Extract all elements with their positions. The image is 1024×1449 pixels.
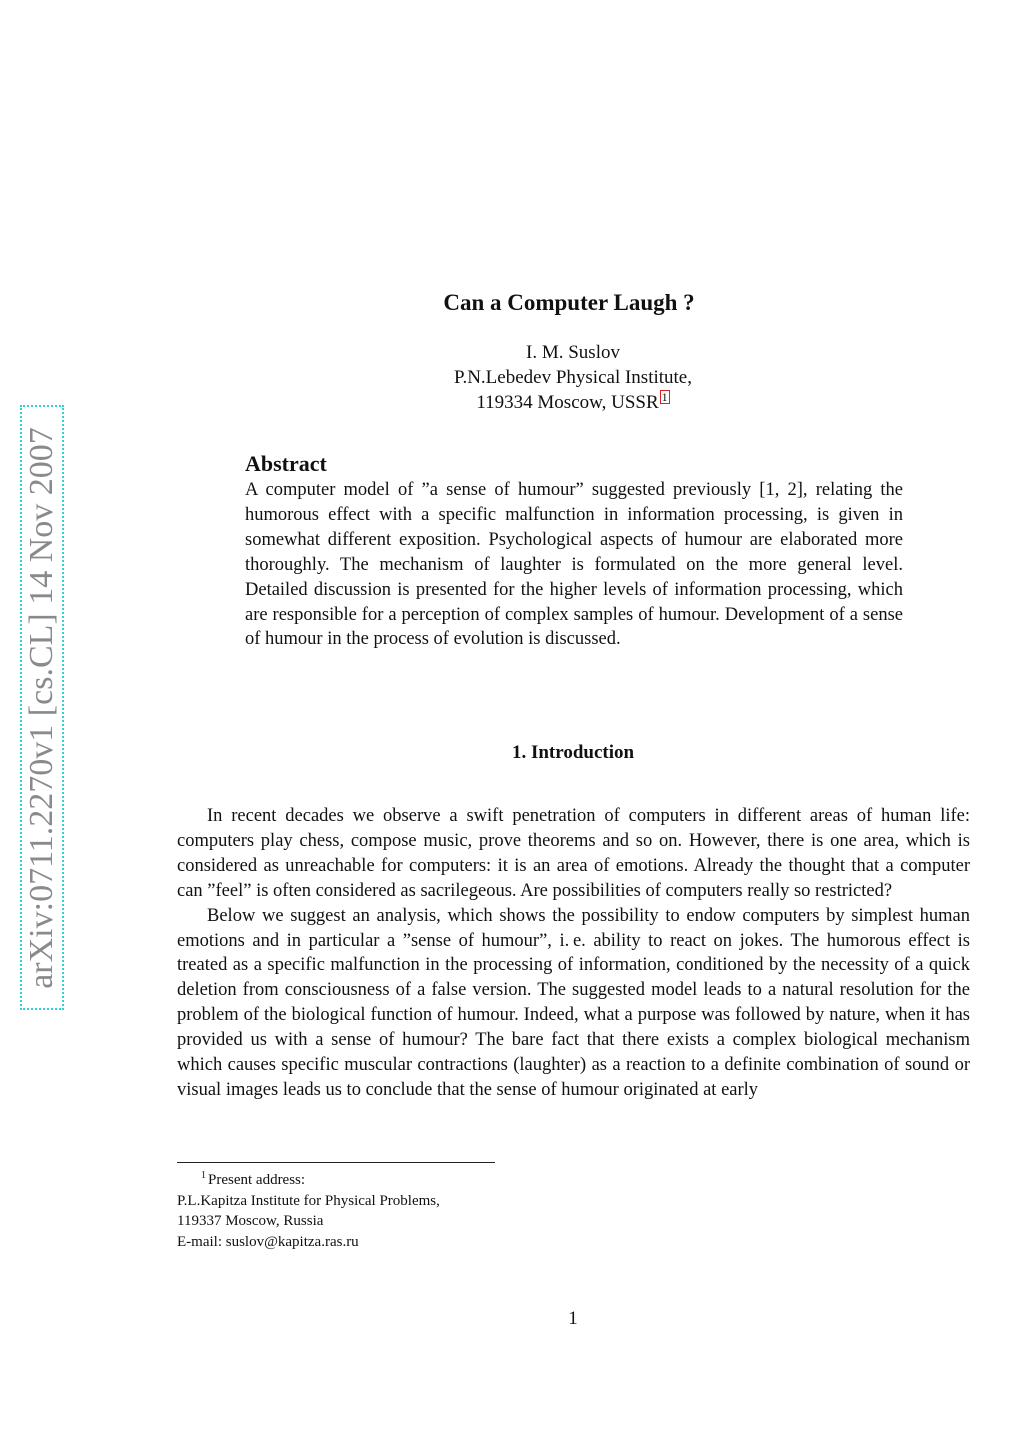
- footnote-line: 119337 Moscow, Russia: [177, 1213, 324, 1230]
- author-address-line: [0, 390, 1024, 415]
- footnote-mark: 1: [201, 1170, 206, 1181]
- author-block: [0, 340, 1024, 415]
- arxiv-stamp[interactable]: [20, 405, 64, 1010]
- arxiv-identifier: arXiv:0711.2270v1 [cs.CL] 14 Nov 2007: [23, 426, 60, 989]
- author-institute: P.N.Lebedev Physical Institute,: [454, 367, 692, 388]
- footnote-line: [177, 1166, 777, 1191]
- section-body: [177, 804, 970, 1103]
- footnote: [177, 1166, 777, 1252]
- abstract-heading: Abstract: [245, 451, 327, 476]
- footnote-text: Present address:: [208, 1172, 306, 1188]
- author-address: 119334 Moscow, USSR: [476, 392, 659, 413]
- abstract: [245, 450, 903, 652]
- author-name: I. M. Suslov: [526, 342, 620, 363]
- paragraph: In recent decades we observe a swift penetration of computers in different areas of human life: computers play chess, compose music, prove theorems and so on. However, there is one area, which is considered as unreachable for computers: it is an area of emotions. Already the thought that a computer can ”feel” is often considered as sacrilegeous. Are possibilities of computers really so restricted?: [177, 806, 970, 901]
- footnote-email[interactable]: E-mail: suslov@kapitza.ras.ru: [177, 1233, 359, 1250]
- abstract-text: A computer model of ”a sense of humour” suggested previously [1, 2], relating the humorous effect with a specific malfunction in information processing, is given in somewhat different exposition. Psychological aspects of humour are elaborated more thoroughly. The mechanism of laughter is formulated on the more general level. Detailed discussion is presented for the higher levels of information processing, which are responsible for a perception of complex samples of humour. Development of a sense of humour in the process of evolution is discussed.: [245, 480, 903, 650]
- paragraph: Below we suggest an analysis, which shows the possibility to endow computers by simplest human emotions and in particular a ”sense of humour”, i. e. ability to react on jokes. The humorous effect is treated as a specific malfunction in the processing of information, conditioned by the necessity of a quick deletion from consciousness of a false version. The suggested model leads to a natural resolution for the problem of the biological function of humour. Indeed, what a purpose was followed by nature, when it has provided us with a sense of humour? The bare fact that there exists a complex biological mechanism which causes specific muscular contractions (laughter) as a reaction to a definite combination of sound or visual images leads us to conclude that the sense of humour originated at early: [177, 905, 970, 1100]
- footnote-line: P.L.Kapitza Institute for Physical Problems,: [177, 1192, 440, 1209]
- page-number: 1: [568, 1308, 578, 1329]
- footnote-link[interactable]: 1: [661, 390, 668, 404]
- paper-title: Can a Computer Laugh ?: [443, 290, 695, 315]
- footnote-rule: [177, 1162, 495, 1163]
- section-heading: 1. Introduction: [511, 742, 635, 763]
